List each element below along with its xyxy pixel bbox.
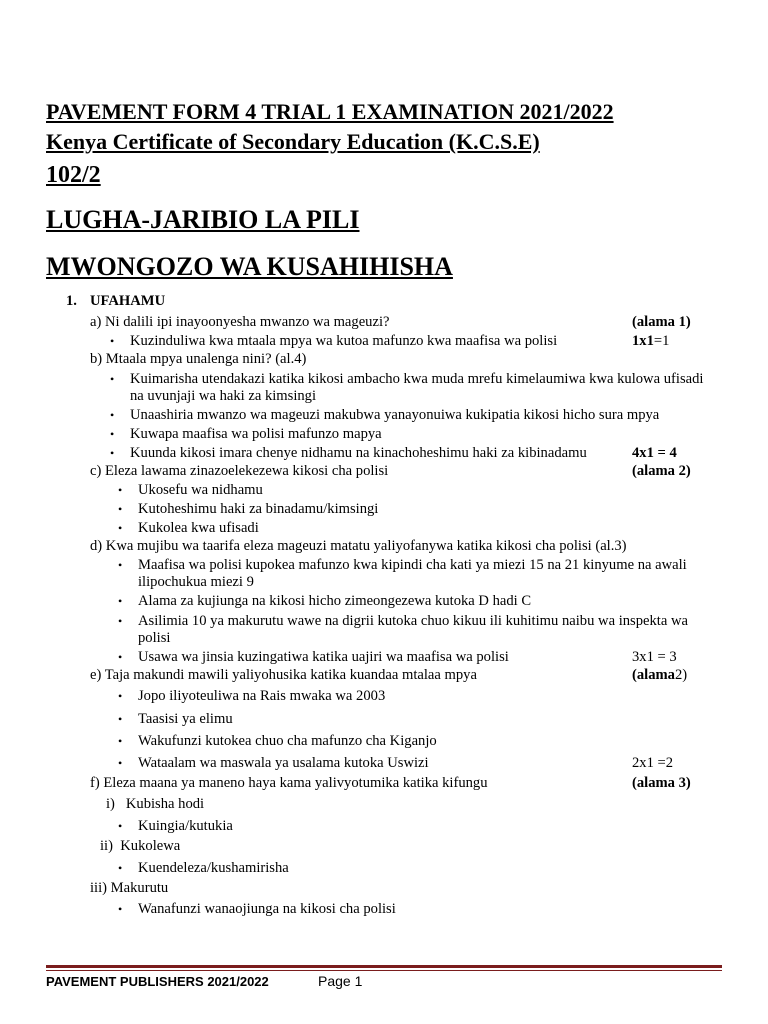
answer-e-2: Taasisi ya elimu xyxy=(138,711,233,727)
bullet-icon: • xyxy=(110,372,115,386)
answer-a-1: Kuzinduliwa kwa mtaala mpya wa kutoa mafunzo kwa maafisa wa polisi xyxy=(130,333,558,349)
section-title: UFAHAMU xyxy=(90,293,166,309)
footer-publisher: PAVEMENT PUBLISHERS 2021/2022 xyxy=(46,974,269,989)
bullet-icon: • xyxy=(118,502,123,516)
bullet-icon: • xyxy=(118,558,123,572)
paper-name: LUGHA-JARIBIO LA PILI xyxy=(46,205,360,234)
answer-f-ii: Kuendeleza/kushamirisha xyxy=(138,860,289,876)
answer-d-1-cont: ilipochukua miezi 9 xyxy=(138,574,254,590)
answer-a-score: 1x1=1 xyxy=(632,333,670,349)
answer-d-score: 3x1 = 3 xyxy=(632,649,677,665)
bullet-icon: • xyxy=(118,483,123,497)
question-e-marks: (alama2) xyxy=(632,667,688,683)
paper-code: 102/2 xyxy=(46,162,101,188)
answer-b-1-cont: na uvunjaji wa haki za kimsingi xyxy=(130,388,317,404)
marking-scheme-title: MWONGOZO WA KUSAHIHISHA xyxy=(46,252,453,281)
answer-c-3: Kukolea kwa ufisadi xyxy=(138,520,259,536)
bullet-icon: • xyxy=(110,408,115,422)
answer-f-iii: Wanafunzi wanaojiunga na kikosi cha polisi xyxy=(138,901,396,917)
question-c-marks: (alama 2) xyxy=(632,463,691,479)
question-d: d) Kwa mujibu wa taarifa eleza mageuzi matatu yaliyofanywa katika kikosi cha polisi (al.3) xyxy=(90,538,627,554)
bullet-icon: • xyxy=(118,861,123,875)
bullet-icon: • xyxy=(118,712,123,726)
question-a-marks: (alama 1) xyxy=(632,314,691,330)
answer-f-i: Kuingia/kutukia xyxy=(138,818,233,834)
answer-b-2: Unaashiria mwanzo wa mageuzi makubwa yanayonuiwa kukipatia kikosi hicho sura mpya xyxy=(130,407,660,423)
bullet-icon: • xyxy=(110,446,115,460)
question-f-marks: (alama 3) xyxy=(632,775,691,791)
answer-c-2: Kutoheshimu haki za binadamu/kimsingi xyxy=(138,501,379,517)
question-a: a) Ni dalili ipi inayoonyesha mwanzo wa mageuzi? xyxy=(90,314,390,330)
sub-question-iii: iii) Makurutu xyxy=(90,880,169,896)
answer-b-score: 4x1 = 4 xyxy=(632,445,677,461)
bullet-icon: • xyxy=(118,756,123,770)
question-e: e) Taja makundi mawili yaliyohusika katika kuandaa mtalaa mpya xyxy=(90,667,477,683)
answer-d-1: Maafisa wa polisi kupokea mafunzo kwa kipindi cha kati ya miezi 15 na 21 kinyume na awali xyxy=(138,557,687,573)
bullet-icon: • xyxy=(118,819,123,833)
bullet-icon: • xyxy=(118,650,123,664)
answer-c-1: Ukosefu wa nidhamu xyxy=(138,482,263,498)
bullet-icon: • xyxy=(110,334,115,348)
bullet-icon: • xyxy=(118,689,123,703)
sub-question-ii: ii) Kukolewa xyxy=(100,838,181,854)
answer-b-3: Kuwapa maafisa wa polisi mafunzo mapya xyxy=(130,426,382,442)
answer-e-3: Wakufunzi kutokea chuo cha mafunzo cha Kiganjo xyxy=(138,733,437,749)
bullet-icon: • xyxy=(118,614,123,628)
exam-title: PAVEMENT FORM 4 TRIAL 1 EXAMINATION 2021/2022 xyxy=(46,99,614,124)
answer-b-4: Kuunda kikosi imara chenye nidhamu na kinachoheshimu haki za kibinadamu xyxy=(130,445,587,461)
footer-rule-thin xyxy=(46,970,722,971)
question-b: b) Mtaala mpya unalenga nini? (al.4) xyxy=(90,351,307,367)
bullet-icon: • xyxy=(118,902,123,916)
bullet-icon: • xyxy=(118,521,123,535)
bullet-icon: • xyxy=(110,427,115,441)
answer-e-4: Wataalam wa maswala ya usalama kutoka Uswizi xyxy=(138,755,429,771)
question-c: c) Eleza lawama zinazoelekezewa kikosi cha polisi xyxy=(90,463,389,479)
answer-d-3: Asilimia 10 ya makurutu wawe na digrii kutoka chuo kikuu ili kuhitimu naibu wa inspekta wa xyxy=(138,613,689,629)
answer-e-score: 2x1 =2 xyxy=(632,755,674,771)
sub-question-i: i) Kubisha hodi xyxy=(106,796,205,812)
answer-d-2: Alama za kujiunga na kikosi hicho zimeongezewa kutoka D hadi C xyxy=(138,593,532,609)
answer-d-3-cont: polisi xyxy=(138,630,171,646)
answer-d-4: Usawa wa jinsia kuzingatiwa katika uajiri wa maafisa wa polisi xyxy=(138,649,509,665)
footer-rule xyxy=(46,965,722,968)
answer-e-1: Jopo iliyoteuliwa na Rais mwaka wa 2003 xyxy=(138,688,386,704)
answer-b-1: Kuimarisha utendakazi katika kikosi ambacho kwa muda mrefu kimelaumiwa kwa kulowa ufisadi xyxy=(130,371,704,387)
section-number: 1. xyxy=(66,293,77,309)
footer-page-number: Page 1 xyxy=(318,973,363,989)
bullet-icon: • xyxy=(118,594,123,608)
bullet-icon: • xyxy=(118,734,123,748)
question-f: f) Eleza maana ya maneno haya kama yalivyotumika katika kifungu xyxy=(90,775,488,791)
exam-subtitle: Kenya Certificate of Secondary Education (K.C.S.E) xyxy=(46,129,540,154)
